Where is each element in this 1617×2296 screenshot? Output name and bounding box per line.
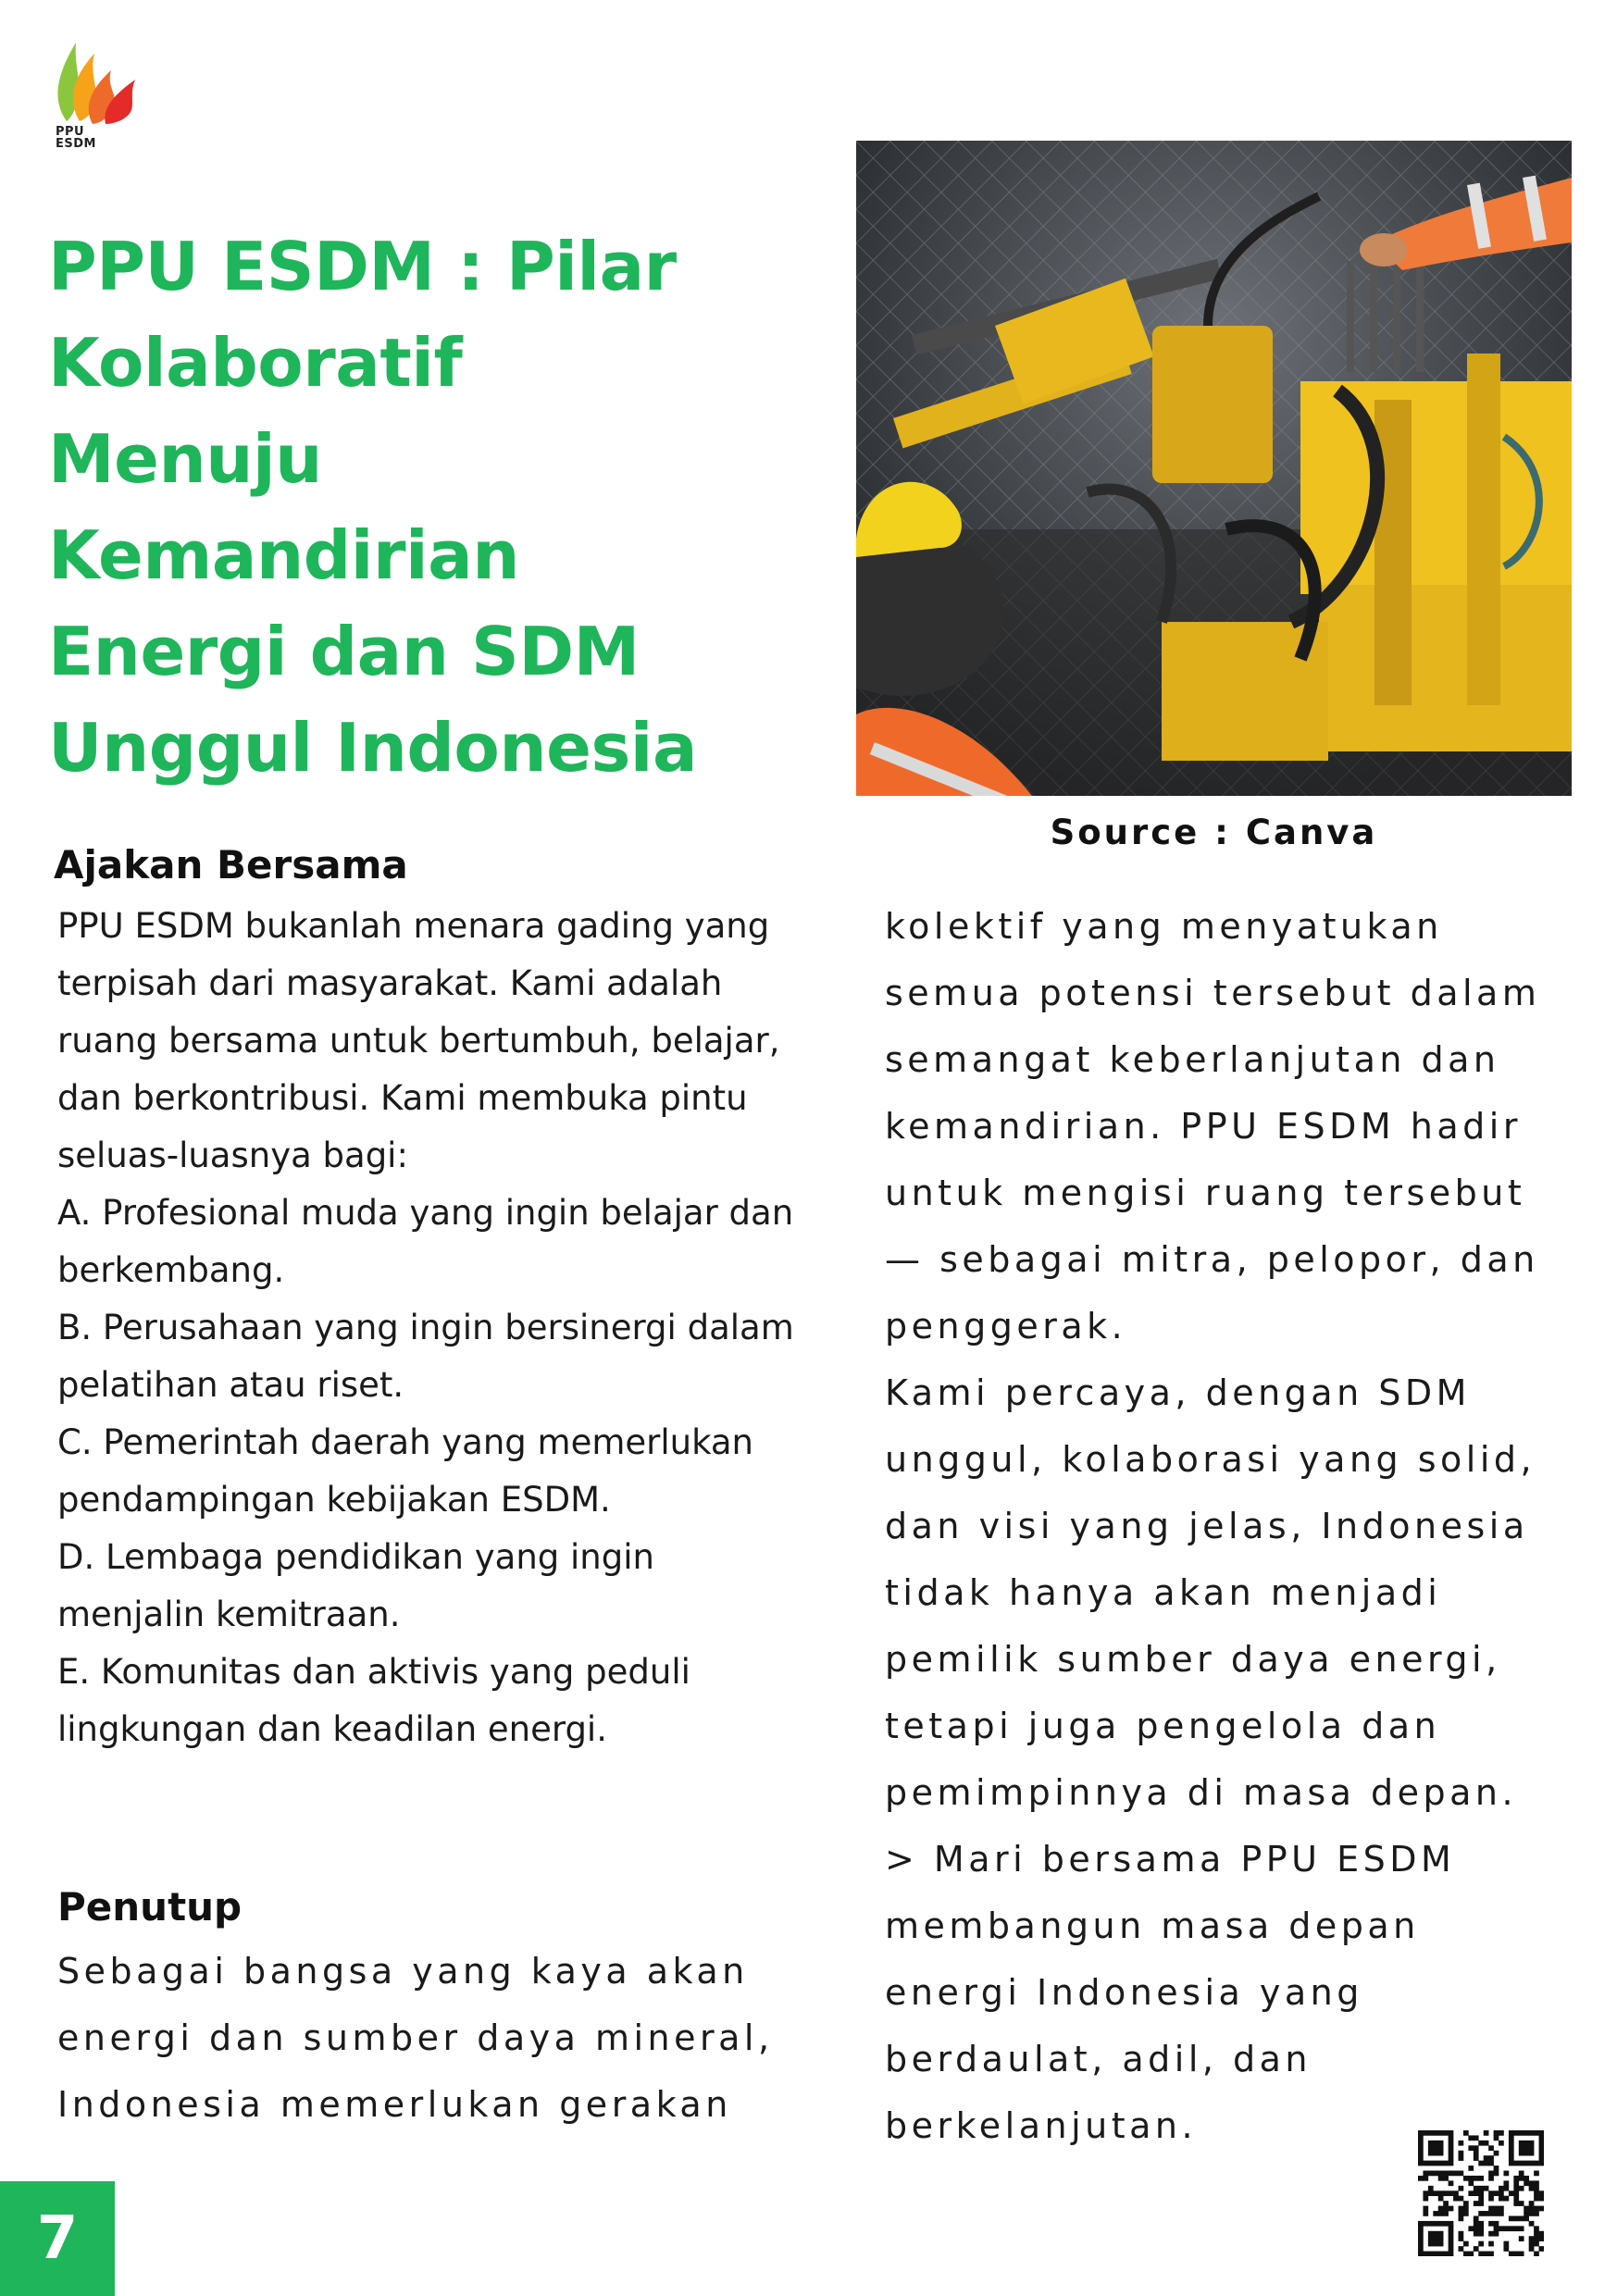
mining-drill-image <box>856 141 1572 796</box>
ajakan-item-c: C. Pemerintah daerah yang memerlukan pendampingan kebijakan ESDM. <box>57 1422 753 1520</box>
photo-caption: Source : Canva <box>1050 813 1378 852</box>
penutup-paragraph-3: > Mari bersama PPU ESDM membangun masa depan energi Indonesia yang berdaulat, adil, dan berkelanjutan. <box>885 1839 1456 2146</box>
penutup-paragraph-2: Kami percaya, dengan SDM unggul, kolaborasi yang solid, dan visi yang jelas, Indonesia tidak hanya akan menjadi pemilik sumber daya energi, tetapi juga pengelola dan pemimpinnya di masa depan. <box>885 1372 1536 1813</box>
page-number-badge <box>0 2181 115 2296</box>
flame-icon <box>50 33 146 126</box>
ajakan-intro: PPU ESDM bukanlah menara gading yang terpisah dari masyarakat. Kami adalah ruang bersama untuk bertumbuh, belajar, dan berkontribusi. Kami membuka pintu seluas-luasnya bagi: <box>57 906 780 1175</box>
ppu-esdm-logo <box>50 33 146 163</box>
ajakan-item-d: D. Lembaga pendidikan yang ingin menjalin kemitraan. <box>57 1537 654 1634</box>
ajakan-item-e: E. Komunitas dan aktivis yang peduli lingkungan dan keadilan energi. <box>57 1652 690 1749</box>
penutup-paragraph-1: kolektif yang menyatukan semua potensi tersebut dalam semangat keberlanjutan dan kemandirian. PPU ESDM hadir untuk mengisi ruang tersebut — sebagai mitra, pelopor, dan penggerak. <box>885 906 1541 1347</box>
mining-photo <box>856 141 1572 796</box>
logo-text <box>56 126 96 150</box>
qr-code-icon <box>1418 2130 1544 2256</box>
penutup-text-left: Sebagai bangsa yang kaya akan energi dan sumber daya mineral, Indonesia memerlukan gerakan <box>57 1951 774 2125</box>
page-title: PPU ESDM : Pilar Kolaboratif Menuju Kemandirian Energi dan SDM Unggul Indonesia <box>48 228 698 787</box>
logo-text-line1: PPU <box>56 125 85 139</box>
ajakan-body <box>57 898 798 1758</box>
penutup-heading: Penutup <box>57 1884 243 1930</box>
ajakan-heading: Ajakan Bersama <box>54 842 408 887</box>
page-number: 7 <box>36 2204 79 2273</box>
penutup-continued <box>885 893 1551 2159</box>
qr-code[interactable] <box>1418 2130 1544 2256</box>
logo-text-line2: ESDM <box>56 137 96 151</box>
ajakan-item-b: B. Perusahaan yang ingin bersinergi dalam pelatihan atau riset. <box>57 1308 794 1405</box>
ajakan-item-a: A. Profesional muda yang ingin belajar dan berkembang. <box>57 1193 794 1290</box>
